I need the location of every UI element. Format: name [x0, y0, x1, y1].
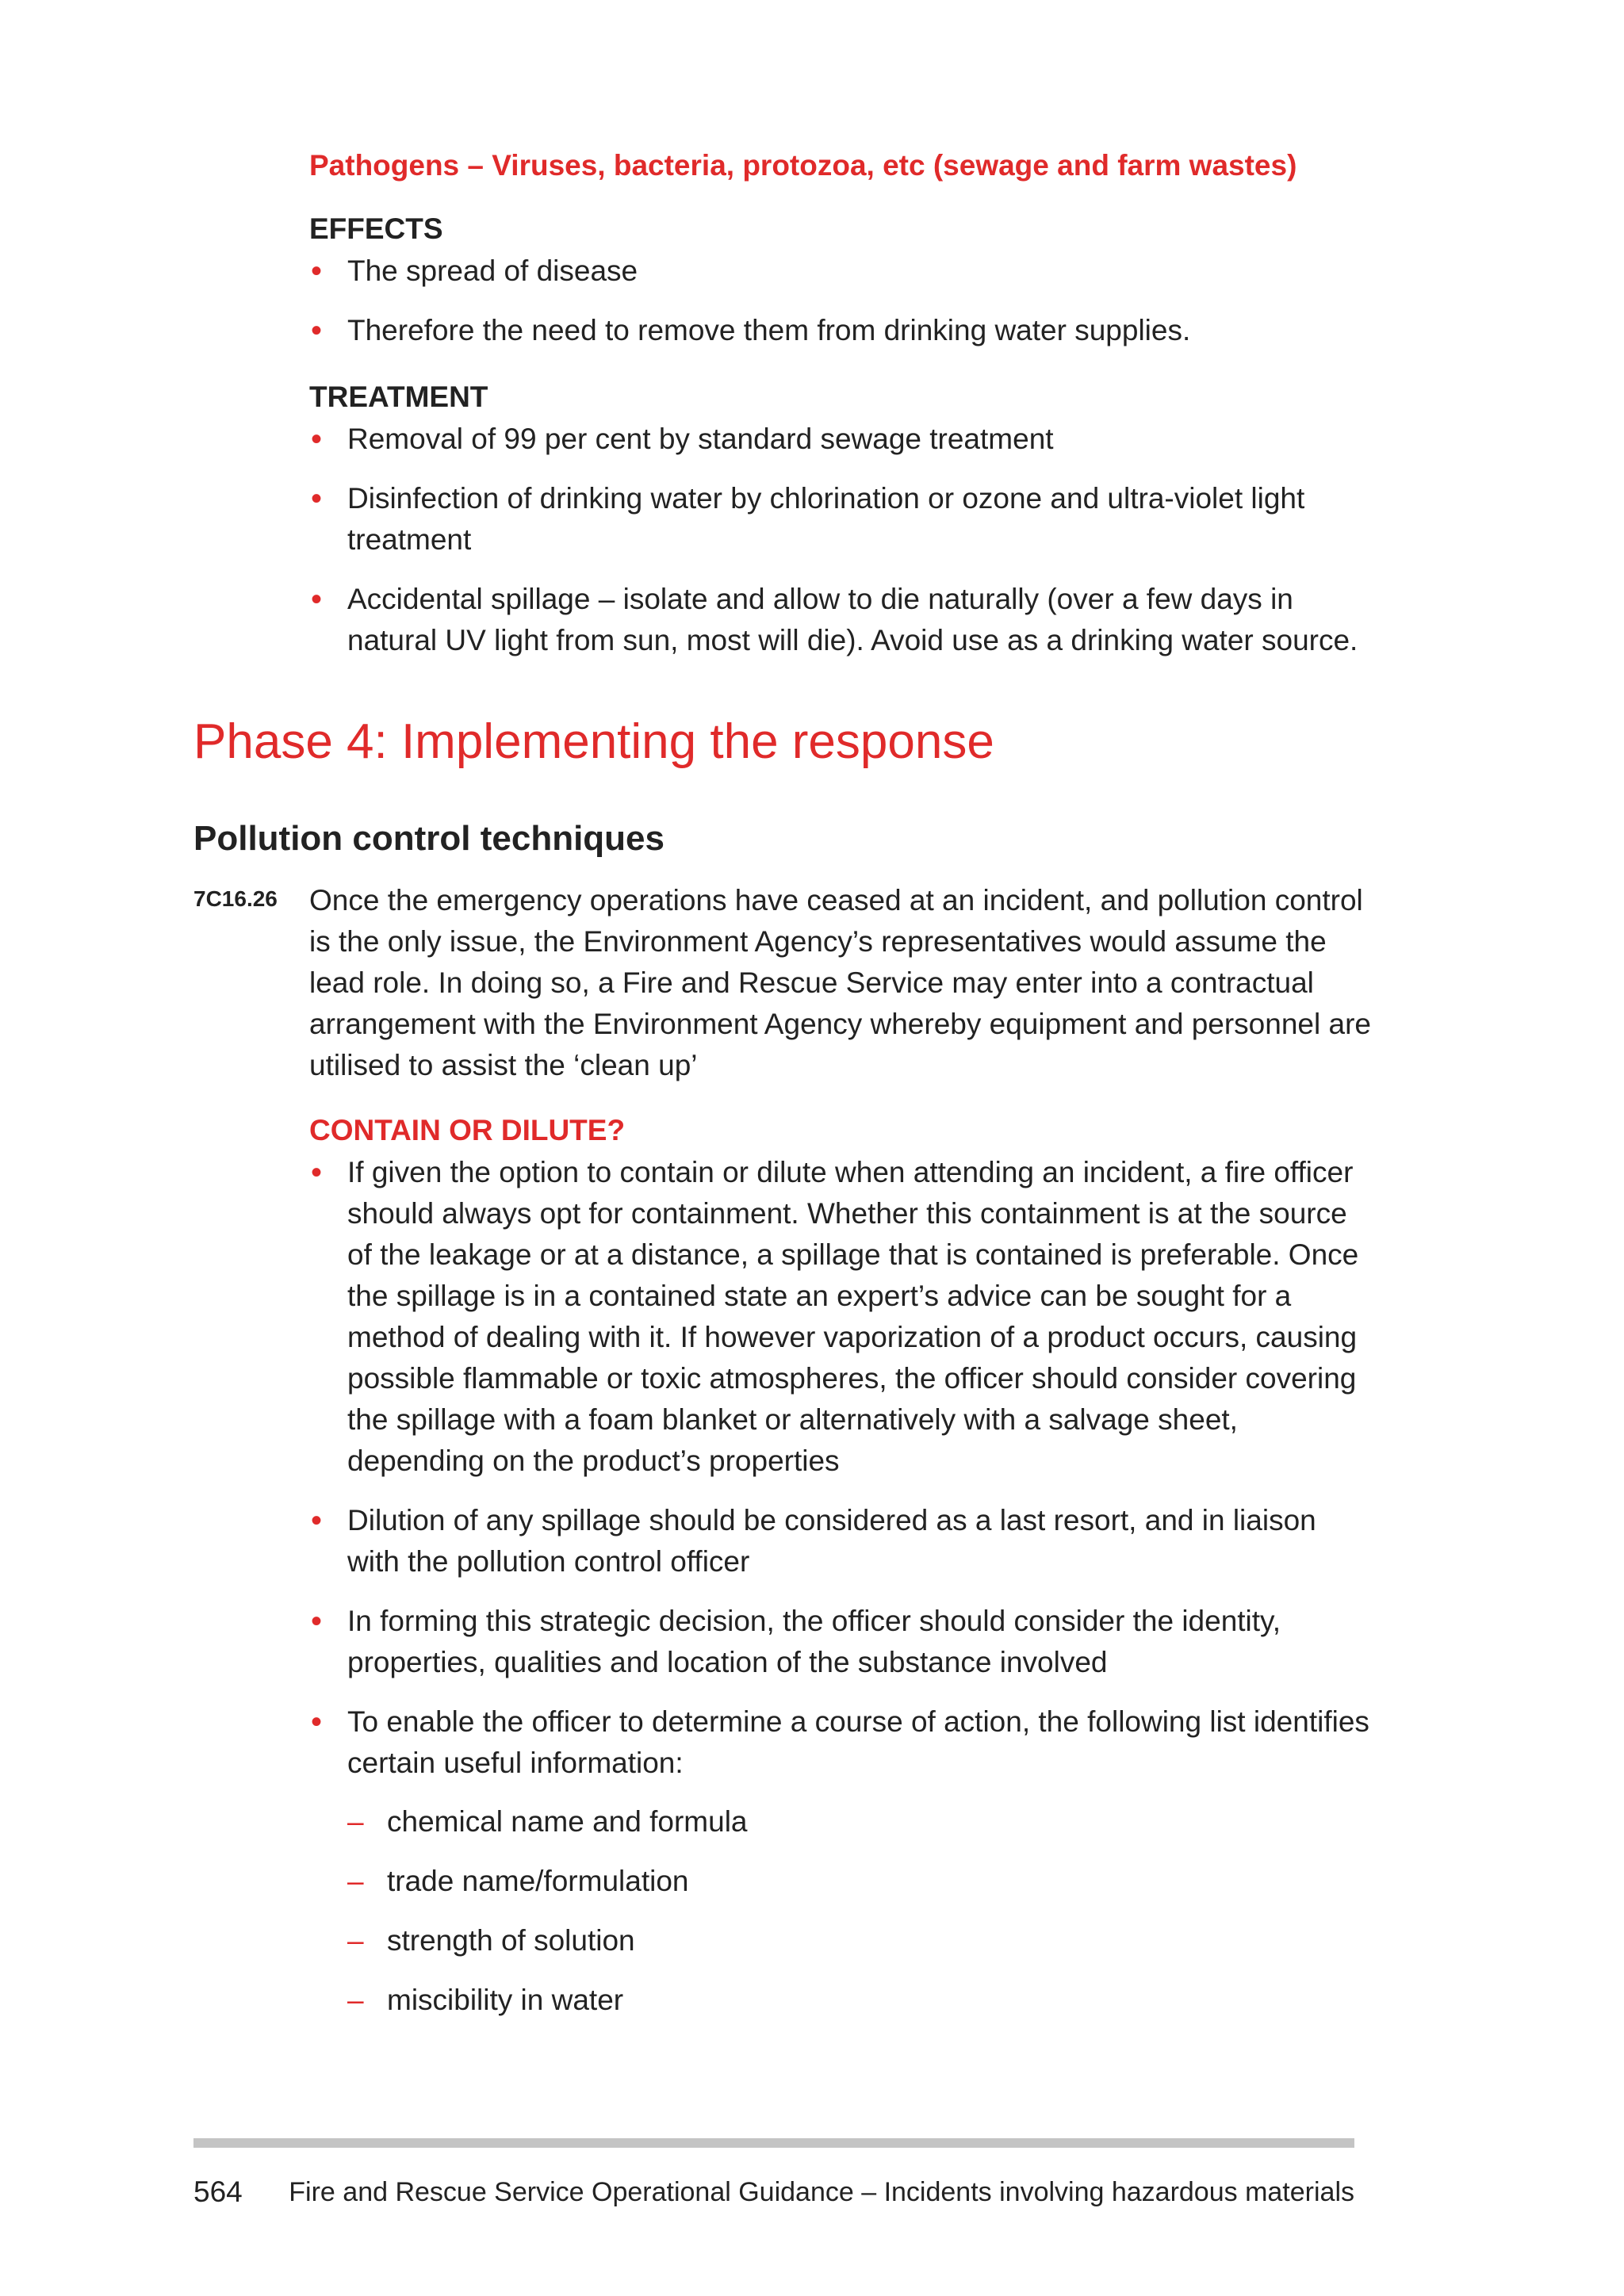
phase-title: Phase 4: Implementing the response	[193, 714, 994, 769]
list-item: – miscibility in water	[347, 1980, 1299, 2021]
dash-icon: –	[347, 1924, 364, 1957]
list-item: – chemical name and formula	[347, 1801, 1299, 1843]
list-item: • Disinfection of drinking water by chlorination or ozone and ultra-violet light treatment	[309, 478, 1372, 561]
footer-divider	[193, 2138, 1354, 2148]
list-item: – trade name/formulation	[347, 1861, 1299, 1902]
pathogens-heading: Pathogens – Viruses, bacteria, protozoa, etc (sewage and farm wastes)	[309, 149, 1297, 182]
bullet-icon: •	[311, 1604, 323, 1639]
effects-list	[309, 251, 1372, 369]
page-number: 564	[193, 2175, 243, 2208]
paragraph-text: Once the emergency operations have ceased at an incident, and pollution control is the only issue, the Environment Agency’s representatives would assume the lead role. In doing so, a Fire and Rescue Service may enter into a contractual arrangement with the Environment Agency whereby equipment and personnel are utilised to assist the ‘clean up’	[309, 884, 1371, 1081]
list-item: • Removal of 99 per cent by standard sewage treatment	[309, 419, 1372, 460]
list-item: • The spread of disease	[309, 251, 1372, 292]
bullet-icon: •	[311, 254, 323, 289]
footer-title: Fire and Rescue Service Operational Guidance – Incidents involving hazardous materials	[289, 2177, 1354, 2207]
bullet-icon: •	[311, 313, 323, 348]
dash-icon: –	[347, 1805, 364, 1838]
contain-or-dilute-heading: CONTAIN OR DILUTE?	[309, 1114, 626, 1146]
list-item: • To enable the officer to determine a course of action, the following list identifies certain useful information:	[309, 1701, 1372, 1784]
list-item: – strength of solution	[347, 1920, 1299, 1961]
bullet-icon: •	[311, 422, 323, 457]
info-items-list	[347, 1801, 1299, 2039]
list-item: • Dilution of any spillage should be considered as a last resort, and in liaison with the pollution control officer	[309, 1500, 1372, 1582]
list-item: • Accidental spillage – isolate and allow to die naturally (over a few days in natural UV light from sun, most will die). Avoid use as a drinking water source.	[309, 579, 1372, 661]
paragraph-number: 7C16.26	[193, 886, 278, 911]
effects-heading: EFFECTS	[309, 212, 443, 245]
bullet-icon: •	[311, 582, 323, 617]
bullet-icon: •	[311, 1503, 323, 1538]
list-item: • Therefore the need to remove them from drinking water supplies.	[309, 310, 1372, 351]
bullet-icon: •	[311, 1705, 323, 1739]
dash-icon: –	[347, 1865, 364, 1897]
section-title: Pollution control techniques	[193, 819, 665, 858]
dash-icon: –	[347, 1984, 364, 2016]
list-item: • In forming this strategic decision, the officer should consider the identity, properties, qualities and location of the substance involved	[309, 1601, 1372, 1683]
bullet-icon: •	[311, 1155, 323, 1190]
list-item: • If given the option to contain or dilute when attending an incident, a fire officer should always opt for containment. Whether this containment is at the source of the leakage or at a distance, a spillage that is contained is preferable. Once the spillage is in a contained state an expert’s advice can be sought for a method of dealing with it. If however vaporization of a product occurs, causing possible flammable or toxic atmospheres, the officer should consider covering the spillage with a foam blanket or alternatively with a salvage sheet, depending on the product’s properties	[309, 1152, 1372, 1482]
bullet-icon: •	[311, 481, 323, 516]
contain-or-dilute-list	[309, 1152, 1372, 1802]
treatment-heading: TREATMENT	[309, 381, 488, 413]
treatment-list	[309, 419, 1372, 679]
